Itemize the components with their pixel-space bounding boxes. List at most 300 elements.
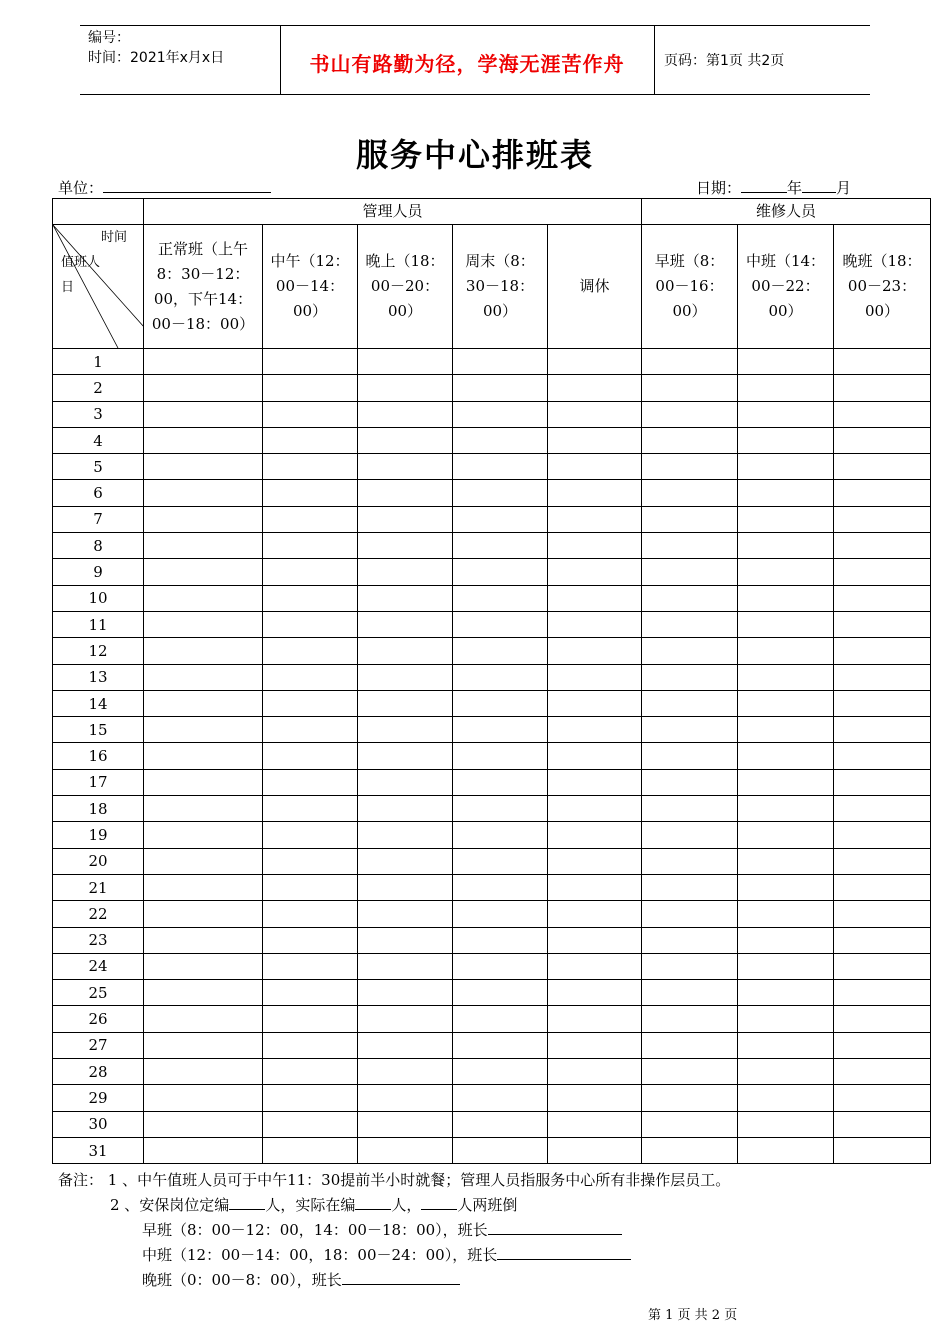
shift-cell[interactable] bbox=[453, 664, 548, 690]
note-2-part-d: 人两班倒 bbox=[457, 1196, 518, 1214]
shift-cell[interactable] bbox=[642, 401, 738, 427]
shift-cell[interactable] bbox=[548, 927, 642, 953]
shift-cell[interactable] bbox=[834, 769, 931, 795]
shift-cell[interactable] bbox=[144, 506, 263, 532]
shift-cell[interactable] bbox=[358, 401, 453, 427]
shift-cell[interactable] bbox=[358, 1111, 453, 1137]
shift-cell[interactable] bbox=[834, 427, 931, 453]
note-4-text: 中班（12：00－14：00，18：00－24：00），班长 bbox=[142, 1246, 498, 1264]
shift-cell[interactable] bbox=[642, 480, 738, 506]
shift-cell[interactable] bbox=[453, 349, 548, 375]
shift-cell[interactable] bbox=[548, 664, 642, 690]
shift-cell[interactable] bbox=[834, 611, 931, 637]
shift-cell[interactable] bbox=[358, 585, 453, 611]
shift-cell[interactable] bbox=[453, 927, 548, 953]
blank bbox=[421, 1195, 457, 1210]
shift-cell[interactable] bbox=[144, 1032, 263, 1058]
shift-cell[interactable] bbox=[358, 506, 453, 532]
shift-cell[interactable] bbox=[453, 454, 548, 480]
shift-cell[interactable] bbox=[738, 953, 834, 979]
unit-line bbox=[58, 177, 271, 198]
shift-cell[interactable] bbox=[453, 480, 548, 506]
header-divider bbox=[654, 26, 655, 94]
shift-cell[interactable] bbox=[738, 796, 834, 822]
shift-cell[interactable] bbox=[548, 480, 642, 506]
column-header: 调休 bbox=[548, 225, 642, 349]
shift-cell[interactable] bbox=[738, 1111, 834, 1137]
table-row bbox=[53, 743, 931, 769]
shift-cell[interactable] bbox=[738, 1006, 834, 1032]
shift-cell[interactable] bbox=[263, 690, 358, 716]
shift-cell[interactable] bbox=[834, 1032, 931, 1058]
shift-cell[interactable] bbox=[263, 1111, 358, 1137]
shift-cell[interactable] bbox=[358, 480, 453, 506]
shift-cell[interactable] bbox=[358, 796, 453, 822]
shift-cell[interactable] bbox=[642, 717, 738, 743]
shift-cell[interactable] bbox=[453, 874, 548, 900]
shift-cell[interactable] bbox=[263, 901, 358, 927]
shift-cell[interactable] bbox=[358, 848, 453, 874]
shift-cell[interactable] bbox=[358, 1085, 453, 1111]
shift-cell[interactable] bbox=[834, 743, 931, 769]
shift-cell[interactable] bbox=[642, 533, 738, 559]
shift-cell[interactable] bbox=[358, 822, 453, 848]
note-line-3 bbox=[58, 1218, 730, 1243]
shift-cell[interactable] bbox=[453, 638, 548, 664]
table-row bbox=[53, 874, 931, 900]
shift-cell[interactable] bbox=[548, 349, 642, 375]
table-row bbox=[53, 611, 931, 637]
shift-cell[interactable] bbox=[358, 454, 453, 480]
shift-cell[interactable] bbox=[453, 1137, 548, 1163]
shift-cell[interactable] bbox=[548, 769, 642, 795]
shift-cell[interactable] bbox=[263, 822, 358, 848]
day-number: 17 bbox=[53, 769, 144, 795]
shift-cell[interactable] bbox=[453, 901, 548, 927]
shift-cell[interactable] bbox=[263, 1006, 358, 1032]
note-3-text: 早班（8：00－12：00，14：00－18：00），班长 bbox=[142, 1221, 488, 1239]
shift-cell[interactable] bbox=[144, 585, 263, 611]
shift-cell[interactable] bbox=[548, 953, 642, 979]
shift-cell[interactable] bbox=[144, 953, 263, 979]
shift-cell[interactable] bbox=[453, 796, 548, 822]
shift-cell[interactable] bbox=[263, 533, 358, 559]
note-2-part-b: 人，实际在编 bbox=[265, 1196, 356, 1214]
shift-cell[interactable] bbox=[642, 585, 738, 611]
day-number: 2 bbox=[53, 375, 144, 401]
day-number: 6 bbox=[53, 480, 144, 506]
shift-cell[interactable] bbox=[263, 480, 358, 506]
shift-cell[interactable] bbox=[642, 1085, 738, 1111]
shift-cell[interactable] bbox=[642, 559, 738, 585]
shift-cell[interactable] bbox=[144, 796, 263, 822]
shift-cell[interactable] bbox=[548, 717, 642, 743]
shift-cell[interactable] bbox=[453, 401, 548, 427]
table-row bbox=[53, 1085, 931, 1111]
shift-cell[interactable] bbox=[642, 454, 738, 480]
shift-cell[interactable] bbox=[548, 874, 642, 900]
shift-cell[interactable] bbox=[453, 427, 548, 453]
shift-cell[interactable] bbox=[453, 559, 548, 585]
shift-cell[interactable] bbox=[642, 769, 738, 795]
shift-cell[interactable] bbox=[453, 769, 548, 795]
shift-cell[interactable] bbox=[358, 349, 453, 375]
shift-cell[interactable] bbox=[738, 533, 834, 559]
shift-cell[interactable] bbox=[358, 375, 453, 401]
shift-cell[interactable] bbox=[144, 375, 263, 401]
shift-cell[interactable] bbox=[548, 638, 642, 664]
day-number: 29 bbox=[53, 1085, 144, 1111]
shift-cell[interactable] bbox=[548, 585, 642, 611]
shift-cell[interactable] bbox=[548, 611, 642, 637]
table-row bbox=[53, 1032, 931, 1058]
day-number: 1 bbox=[53, 349, 144, 375]
shift-cell[interactable] bbox=[263, 506, 358, 532]
shift-cell[interactable] bbox=[548, 1111, 642, 1137]
day-number: 25 bbox=[53, 980, 144, 1006]
shift-cell[interactable] bbox=[144, 533, 263, 559]
shift-cell[interactable] bbox=[263, 1137, 358, 1163]
shift-cell[interactable] bbox=[548, 1085, 642, 1111]
shift-cell[interactable] bbox=[834, 690, 931, 716]
table-row bbox=[53, 480, 931, 506]
shift-cell[interactable] bbox=[834, 1085, 931, 1111]
shift-cell[interactable] bbox=[642, 953, 738, 979]
shift-cell[interactable] bbox=[738, 664, 834, 690]
shift-cell[interactable] bbox=[548, 454, 642, 480]
shift-cell[interactable] bbox=[834, 848, 931, 874]
shift-cell[interactable] bbox=[263, 375, 358, 401]
shift-cell[interactable] bbox=[453, 822, 548, 848]
shift-cell[interactable] bbox=[144, 1059, 263, 1085]
shift-cell[interactable] bbox=[642, 375, 738, 401]
shift-cell[interactable] bbox=[738, 427, 834, 453]
unit-label: 单位： bbox=[58, 179, 104, 197]
number-label: 编号： bbox=[88, 30, 130, 46]
shift-cell[interactable] bbox=[834, 533, 931, 559]
shift-cell[interactable] bbox=[358, 533, 453, 559]
shift-cell[interactable] bbox=[738, 874, 834, 900]
shift-cell[interactable] bbox=[738, 690, 834, 716]
shift-cell[interactable] bbox=[738, 611, 834, 637]
shift-cell[interactable] bbox=[738, 1137, 834, 1163]
shift-cell[interactable] bbox=[358, 953, 453, 979]
shift-cell[interactable] bbox=[453, 585, 548, 611]
corner-top-cell bbox=[53, 199, 144, 225]
shift-cell[interactable] bbox=[144, 927, 263, 953]
shift-cell[interactable] bbox=[263, 769, 358, 795]
shift-cell[interactable] bbox=[358, 980, 453, 1006]
page-footer: 第 1 页 共 2 页 bbox=[648, 1308, 738, 1323]
shift-cell[interactable] bbox=[738, 1085, 834, 1111]
shift-cell[interactable] bbox=[453, 743, 548, 769]
shift-cell[interactable] bbox=[834, 796, 931, 822]
shift-cell[interactable] bbox=[548, 1059, 642, 1085]
shift-cell[interactable] bbox=[358, 901, 453, 927]
shift-cell[interactable] bbox=[548, 796, 642, 822]
shift-cell[interactable] bbox=[263, 953, 358, 979]
shift-cell[interactable] bbox=[834, 480, 931, 506]
shift-cell[interactable] bbox=[358, 1032, 453, 1058]
shift-cell[interactable] bbox=[642, 796, 738, 822]
shift-cell[interactable] bbox=[738, 717, 834, 743]
shift-cell[interactable] bbox=[642, 1111, 738, 1137]
shift-cell[interactable] bbox=[358, 1059, 453, 1085]
shift-cell[interactable] bbox=[263, 743, 358, 769]
shift-cell[interactable] bbox=[642, 506, 738, 532]
shift-cell[interactable] bbox=[263, 874, 358, 900]
shift-cell[interactable] bbox=[738, 375, 834, 401]
shift-cell[interactable] bbox=[834, 1137, 931, 1163]
shift-cell[interactable] bbox=[642, 1059, 738, 1085]
shift-cell[interactable] bbox=[358, 664, 453, 690]
shift-cell[interactable] bbox=[144, 848, 263, 874]
blank bbox=[497, 1245, 631, 1260]
shift-cell[interactable] bbox=[263, 1032, 358, 1058]
shift-cell[interactable] bbox=[548, 980, 642, 1006]
document-header bbox=[80, 25, 870, 95]
shift-cell[interactable] bbox=[548, 533, 642, 559]
shift-cell[interactable] bbox=[548, 401, 642, 427]
shift-cell[interactable] bbox=[834, 638, 931, 664]
shift-cell[interactable] bbox=[834, 1059, 931, 1085]
shift-cell[interactable] bbox=[738, 1059, 834, 1085]
table-row bbox=[53, 822, 931, 848]
shift-cell[interactable] bbox=[453, 611, 548, 637]
shift-cell[interactable] bbox=[263, 980, 358, 1006]
shift-cell[interactable] bbox=[144, 743, 263, 769]
column-header-row bbox=[53, 225, 931, 349]
shift-cell[interactable] bbox=[642, 874, 738, 900]
column-header: 早班（8：00－16：00） bbox=[642, 225, 738, 349]
shift-cell[interactable] bbox=[453, 690, 548, 716]
shift-cell[interactable] bbox=[263, 349, 358, 375]
shift-cell[interactable] bbox=[642, 664, 738, 690]
shift-cell[interactable] bbox=[144, 427, 263, 453]
shift-cell[interactable] bbox=[548, 1137, 642, 1163]
day-number: 7 bbox=[53, 506, 144, 532]
shift-cell[interactable] bbox=[642, 822, 738, 848]
note-5-text: 晚班（0：00－8：00），班长 bbox=[142, 1271, 342, 1289]
shift-cell[interactable] bbox=[263, 664, 358, 690]
shift-cell[interactable] bbox=[834, 874, 931, 900]
shift-cell[interactable] bbox=[144, 980, 263, 1006]
shift-cell[interactable] bbox=[738, 980, 834, 1006]
shift-cell[interactable] bbox=[642, 690, 738, 716]
shift-cell[interactable] bbox=[548, 822, 642, 848]
day-number: 15 bbox=[53, 717, 144, 743]
shift-cell[interactable] bbox=[263, 611, 358, 637]
shift-cell[interactable] bbox=[358, 638, 453, 664]
shift-cell[interactable] bbox=[144, 454, 263, 480]
shift-cell[interactable] bbox=[548, 743, 642, 769]
shift-cell[interactable] bbox=[738, 480, 834, 506]
shift-cell[interactable] bbox=[358, 743, 453, 769]
shift-cell[interactable] bbox=[834, 1111, 931, 1137]
shift-cell[interactable] bbox=[738, 743, 834, 769]
shift-cell[interactable] bbox=[642, 980, 738, 1006]
shift-cell[interactable] bbox=[453, 533, 548, 559]
shift-cell[interactable] bbox=[263, 427, 358, 453]
shift-cell[interactable] bbox=[144, 822, 263, 848]
shift-cell[interactable] bbox=[358, 559, 453, 585]
shift-cell[interactable] bbox=[548, 690, 642, 716]
shift-cell[interactable] bbox=[548, 506, 642, 532]
shift-cell[interactable] bbox=[453, 375, 548, 401]
shift-cell[interactable] bbox=[453, 1059, 548, 1085]
shift-cell[interactable] bbox=[642, 1137, 738, 1163]
shift-cell[interactable] bbox=[144, 638, 263, 664]
shift-cell[interactable] bbox=[144, 349, 263, 375]
shift-cell[interactable] bbox=[263, 638, 358, 664]
shift-cell[interactable] bbox=[453, 506, 548, 532]
shift-cell[interactable] bbox=[548, 559, 642, 585]
shift-cell[interactable] bbox=[453, 980, 548, 1006]
shift-cell[interactable] bbox=[144, 1111, 263, 1137]
shift-cell[interactable] bbox=[834, 585, 931, 611]
shift-cell[interactable] bbox=[358, 927, 453, 953]
shift-cell[interactable] bbox=[834, 980, 931, 1006]
shift-cell[interactable] bbox=[453, 1085, 548, 1111]
shift-cell[interactable] bbox=[738, 822, 834, 848]
shift-cell[interactable] bbox=[144, 874, 263, 900]
shift-cell[interactable] bbox=[358, 427, 453, 453]
shift-cell[interactable] bbox=[738, 349, 834, 375]
shift-cell[interactable] bbox=[358, 690, 453, 716]
shift-cell[interactable] bbox=[144, 717, 263, 743]
shift-cell[interactable] bbox=[453, 953, 548, 979]
shift-cell[interactable] bbox=[834, 454, 931, 480]
corner-day-label: 日 bbox=[61, 280, 75, 295]
shift-cell[interactable] bbox=[144, 664, 263, 690]
shift-cell[interactable] bbox=[263, 927, 358, 953]
shift-cell[interactable] bbox=[144, 559, 263, 585]
shift-cell[interactable] bbox=[738, 585, 834, 611]
day-number: 12 bbox=[53, 638, 144, 664]
shift-cell[interactable] bbox=[834, 1006, 931, 1032]
shift-cell[interactable] bbox=[548, 901, 642, 927]
shift-cell[interactable] bbox=[263, 796, 358, 822]
shift-cell[interactable] bbox=[738, 559, 834, 585]
shift-cell[interactable] bbox=[144, 1085, 263, 1111]
shift-cell[interactable] bbox=[144, 611, 263, 637]
shift-cell[interactable] bbox=[834, 901, 931, 927]
blank bbox=[342, 1270, 460, 1285]
shift-cell[interactable] bbox=[358, 611, 453, 637]
shift-cell[interactable] bbox=[144, 480, 263, 506]
table-row bbox=[53, 533, 931, 559]
table-row bbox=[53, 769, 931, 795]
shift-cell[interactable] bbox=[834, 506, 931, 532]
shift-cell[interactable] bbox=[144, 901, 263, 927]
shift-cell[interactable] bbox=[548, 427, 642, 453]
shift-cell[interactable] bbox=[834, 927, 931, 953]
shift-cell[interactable] bbox=[642, 611, 738, 637]
shift-cell[interactable] bbox=[263, 1059, 358, 1085]
shift-cell[interactable] bbox=[834, 401, 931, 427]
shift-cell[interactable] bbox=[144, 690, 263, 716]
shift-cell[interactable] bbox=[453, 1111, 548, 1137]
shift-cell[interactable] bbox=[548, 1032, 642, 1058]
day-number: 5 bbox=[53, 454, 144, 480]
shift-cell[interactable] bbox=[358, 717, 453, 743]
shift-cell[interactable] bbox=[144, 1137, 263, 1163]
shift-cell[interactable] bbox=[263, 401, 358, 427]
shift-cell[interactable] bbox=[453, 848, 548, 874]
blank bbox=[229, 1195, 265, 1210]
shift-cell[interactable] bbox=[642, 848, 738, 874]
shift-cell[interactable] bbox=[834, 349, 931, 375]
shift-cell[interactable] bbox=[144, 769, 263, 795]
shift-cell[interactable] bbox=[548, 1006, 642, 1032]
shift-cell[interactable] bbox=[642, 427, 738, 453]
day-number: 28 bbox=[53, 1059, 144, 1085]
day-number: 24 bbox=[53, 953, 144, 979]
day-number: 18 bbox=[53, 796, 144, 822]
page-title: 服务中心排班表 bbox=[355, 136, 594, 174]
table-row bbox=[53, 585, 931, 611]
table-row bbox=[53, 559, 931, 585]
shift-cell[interactable] bbox=[642, 743, 738, 769]
shift-cell[interactable] bbox=[358, 1137, 453, 1163]
shift-cell[interactable] bbox=[548, 848, 642, 874]
shift-cell[interactable] bbox=[738, 927, 834, 953]
shift-cell[interactable] bbox=[834, 953, 931, 979]
shift-cell[interactable] bbox=[738, 769, 834, 795]
blank bbox=[488, 1220, 622, 1235]
shift-cell[interactable] bbox=[834, 664, 931, 690]
shift-cell[interactable] bbox=[738, 638, 834, 664]
shift-cell[interactable] bbox=[642, 349, 738, 375]
shift-cell[interactable] bbox=[738, 401, 834, 427]
shift-cell[interactable] bbox=[144, 401, 263, 427]
shift-cell[interactable] bbox=[642, 901, 738, 927]
shift-cell[interactable] bbox=[834, 375, 931, 401]
column-header: 周末（8：30－18：00） bbox=[453, 225, 548, 349]
shift-cell[interactable] bbox=[144, 1006, 263, 1032]
shift-cell[interactable] bbox=[263, 559, 358, 585]
shift-cell[interactable] bbox=[834, 559, 931, 585]
shift-cell[interactable] bbox=[642, 1032, 738, 1058]
shift-cell[interactable] bbox=[358, 874, 453, 900]
shift-cell[interactable] bbox=[642, 927, 738, 953]
shift-cell[interactable] bbox=[548, 375, 642, 401]
shift-cell[interactable] bbox=[738, 1032, 834, 1058]
shift-cell[interactable] bbox=[642, 1006, 738, 1032]
table-row bbox=[53, 1111, 931, 1137]
shift-cell[interactable] bbox=[263, 717, 358, 743]
shift-cell[interactable] bbox=[834, 717, 931, 743]
shift-cell[interactable] bbox=[453, 1006, 548, 1032]
shift-cell[interactable] bbox=[453, 717, 548, 743]
shift-cell[interactable] bbox=[453, 1032, 548, 1058]
shift-cell[interactable] bbox=[263, 454, 358, 480]
table-row bbox=[53, 401, 931, 427]
shift-cell[interactable] bbox=[834, 822, 931, 848]
time-label: 时间：2021年x月x日 bbox=[88, 50, 225, 66]
shift-cell[interactable] bbox=[738, 506, 834, 532]
shift-cell[interactable] bbox=[263, 848, 358, 874]
note-line-1: 备注： 1 、中午值班人员可于中午11：30提前半小时就餐；管理人员指服务中心所有非操作层员工。 bbox=[58, 1171, 731, 1189]
shift-cell[interactable] bbox=[738, 901, 834, 927]
shift-cell[interactable] bbox=[642, 638, 738, 664]
shift-cell[interactable] bbox=[738, 848, 834, 874]
shift-cell[interactable] bbox=[263, 1085, 358, 1111]
shift-cell[interactable] bbox=[358, 1006, 453, 1032]
shift-cell[interactable] bbox=[738, 454, 834, 480]
shift-cell[interactable] bbox=[358, 769, 453, 795]
shift-cell[interactable] bbox=[263, 585, 358, 611]
